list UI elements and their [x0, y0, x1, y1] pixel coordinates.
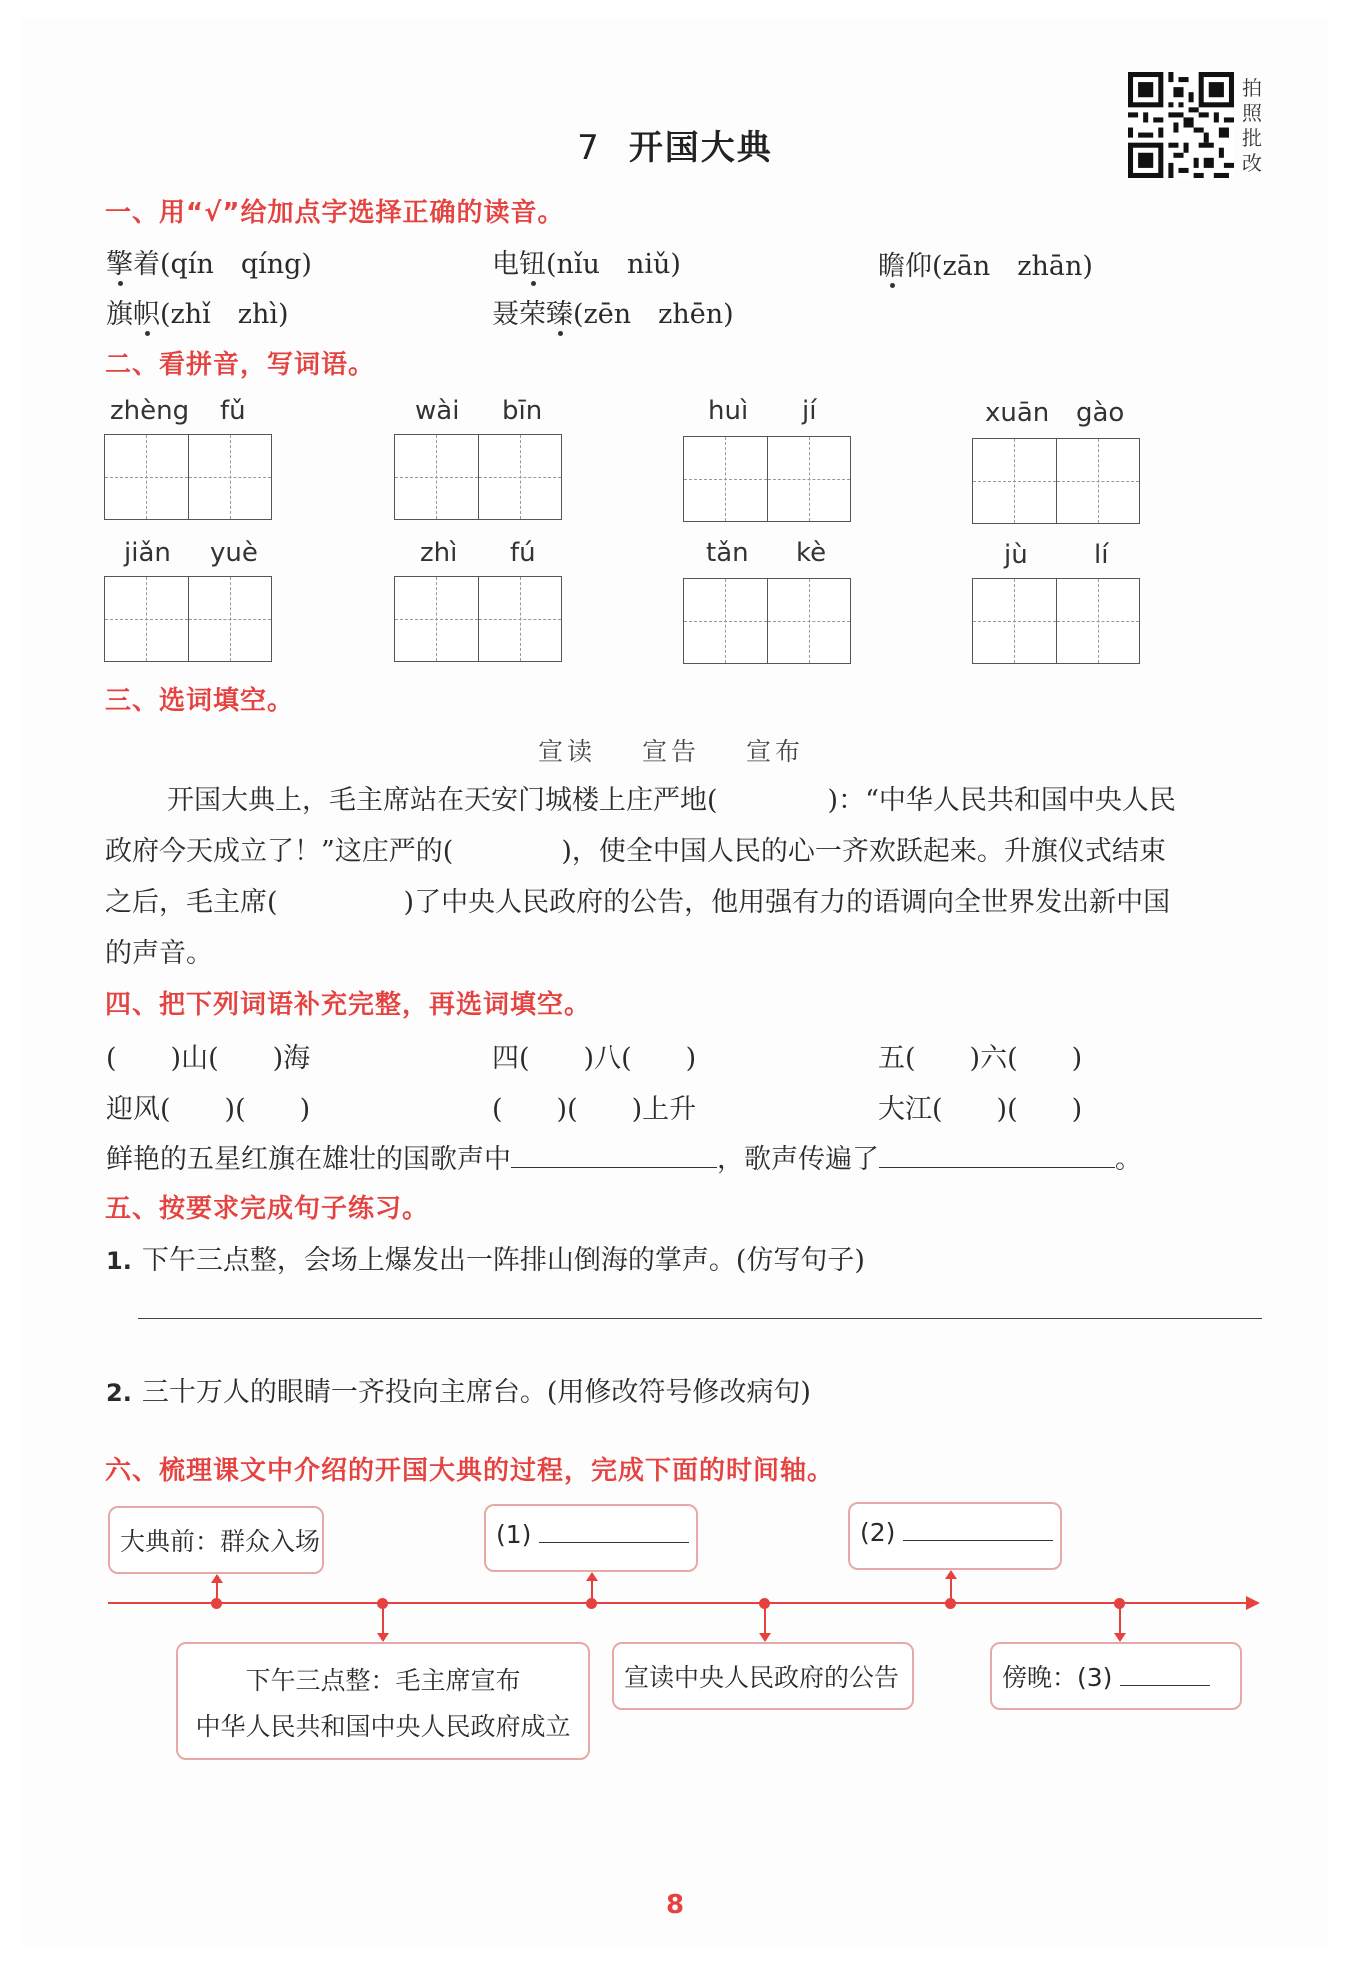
- item-options: (nǐu niǔ): [546, 249, 681, 280]
- qr-caption-char: 批: [1242, 126, 1262, 150]
- idiom-fill[interactable]: 五( )六( ): [878, 1043, 1083, 1074]
- writing-grid[interactable]: [683, 436, 851, 522]
- item-options: 仰(zān zhān): [905, 251, 1093, 282]
- item-options: (zēn zhēn): [573, 299, 734, 330]
- item-options: 着(qín qíng): [133, 249, 312, 280]
- pinyin-6a: zhì: [420, 538, 458, 568]
- dotted-char: 擎: [106, 249, 133, 280]
- timeline-blank-1[interactable]: [539, 1542, 689, 1543]
- timeline-box-before: [108, 1506, 324, 1574]
- pronunciation-item[interactable]: [106, 292, 289, 331]
- paragraph-text: 的声音。: [105, 938, 213, 969]
- paragraph-text: )，使全中国人民的心一齐欢跃起来。升旗仪式结束: [561, 836, 1166, 867]
- timeline-label: (2): [860, 1518, 896, 1547]
- sentence-text: ，歌声传遍了: [717, 1144, 879, 1175]
- section4-heading: 四、把下列词语补充完整，再选词填空。: [105, 990, 592, 1020]
- pinyin-1a: zhèng: [110, 396, 190, 426]
- section2-heading: 二、看拼音，写词语。: [105, 350, 376, 380]
- task-text: 下午三点整，会场上爆发出一阵排山倒海的掌声。(仿写句子): [141, 1245, 865, 1276]
- fill-in-paragraph: [105, 775, 1265, 979]
- qr-code-icon[interactable]: [1128, 72, 1234, 178]
- sentence-blank-2[interactable]: [879, 1167, 1115, 1168]
- section3-heading: 三、选词填空。: [105, 686, 295, 716]
- qr-caption: [1242, 76, 1268, 176]
- sentence-text: 鲜艳的五星红旗在雄壮的国歌声中: [106, 1144, 511, 1175]
- timeline-label: (1): [496, 1520, 532, 1549]
- timeline-arrow-head: [1246, 1596, 1260, 1610]
- sentence-blank-1[interactable]: [511, 1167, 717, 1168]
- sentence-task-2: [106, 1370, 811, 1409]
- qr-caption-char: 改: [1242, 151, 1262, 175]
- connector-arrow: [764, 1606, 766, 1636]
- writing-grid[interactable]: [104, 434, 272, 520]
- writing-grid[interactable]: [104, 576, 272, 662]
- idiom-fill[interactable]: 迎风( )( ): [106, 1094, 311, 1125]
- pinyin-7b: kè: [796, 538, 827, 568]
- answer-line[interactable]: [138, 1318, 1262, 1319]
- lesson-number: 7: [577, 128, 601, 168]
- idiom-fill[interactable]: 大江( )( ): [878, 1094, 1083, 1125]
- pronunciation-item[interactable]: [878, 244, 1093, 283]
- word-bank: [538, 732, 850, 768]
- paragraph-text: 政府今天成立了！”这庄严的(: [105, 836, 454, 867]
- task-text: 三十万人的眼睛一齐投向主席台。(用修改符号修改病句): [141, 1377, 811, 1408]
- connector-arrow: [591, 1578, 593, 1600]
- word-option: 宣告: [642, 737, 701, 766]
- page-number: 8: [665, 1890, 685, 1920]
- word-option: 宣布: [746, 737, 805, 766]
- pinyin-4b: gào: [1076, 398, 1125, 428]
- pinyin-7a: tǎn: [706, 538, 749, 568]
- qr-caption-char: 照: [1242, 101, 1262, 125]
- timeline-axis: [108, 1602, 1256, 1604]
- timeline-text: 宣读中央人民政府的公告: [624, 1663, 900, 1692]
- connector-arrow: [216, 1580, 218, 1600]
- timeline-box-1[interactable]: [484, 1504, 698, 1572]
- item-text: 旗: [106, 299, 133, 330]
- item-text: 电: [492, 249, 519, 280]
- connector-arrow: [950, 1576, 952, 1600]
- timeline-box-announcement: [612, 1642, 914, 1710]
- pronunciation-item[interactable]: [492, 242, 681, 281]
- item-options: (zhǐ zhì): [160, 299, 289, 330]
- timeline-text: 中华人民共和国中央人民政府成立: [195, 1712, 571, 1741]
- idiom-fill[interactable]: ( )山( )海: [106, 1043, 311, 1074]
- writing-grid[interactable]: [394, 434, 562, 520]
- paragraph-text: )了中央人民政府的公告，他用强有力的语调向全世界发出新中国: [403, 887, 1171, 918]
- connector-arrow: [382, 1606, 384, 1636]
- idiom-fill[interactable]: 四( )八( ): [492, 1043, 697, 1074]
- timeline-label: 傍晚：(3): [1002, 1663, 1113, 1692]
- writing-grid[interactable]: [972, 438, 1140, 524]
- connector-arrow: [1119, 1606, 1121, 1636]
- sentence-task-1: [106, 1238, 865, 1277]
- paragraph-text: )：“中华人民共和国中央人民: [827, 785, 1176, 816]
- idiom-sentence: [106, 1137, 1142, 1176]
- writing-grid[interactable]: [972, 578, 1140, 664]
- dotted-char: 帜: [133, 299, 160, 330]
- paragraph-text: 开国大典上，毛主席站在天安门城楼上庄严地(: [167, 785, 718, 816]
- writing-grid[interactable]: [683, 578, 851, 664]
- qr-caption-char: 拍: [1242, 76, 1262, 100]
- section5-heading: 五、按要求完成句子练习。: [105, 1194, 430, 1224]
- idiom-fill[interactable]: ( )( )上升: [492, 1094, 697, 1125]
- timeline-box-evening[interactable]: [990, 1642, 1242, 1710]
- pinyin-2a: wài: [415, 396, 460, 426]
- task-number: 1.: [106, 1247, 132, 1275]
- timeline-box-2[interactable]: [848, 1502, 1062, 1570]
- pinyin-4a: xuān: [985, 398, 1050, 428]
- timeline-blank-2[interactable]: [903, 1540, 1053, 1541]
- pinyin-6b: fú: [510, 538, 536, 568]
- writing-grid[interactable]: [394, 576, 562, 662]
- task-number: 2.: [106, 1379, 132, 1407]
- dotted-char: 钮: [519, 249, 546, 280]
- pronunciation-item[interactable]: [106, 242, 312, 281]
- timeline-box-3pm: [176, 1642, 590, 1760]
- lesson-title: 开国大典: [628, 128, 773, 168]
- timeline-text: 大典前：群众入场: [120, 1527, 321, 1556]
- timeline-blank-3[interactable]: [1120, 1685, 1210, 1686]
- pronunciation-item[interactable]: [492, 292, 734, 331]
- section1-heading: 一、用“√”给加点字选择正确的读音。: [105, 198, 565, 228]
- pinyin-8a: jù: [1004, 540, 1028, 570]
- sentence-text: 。: [1115, 1144, 1142, 1175]
- pinyin-2b: bīn: [502, 396, 543, 426]
- pinyin-5a: jiǎn: [124, 538, 171, 568]
- pinyin-1b: fǔ: [220, 396, 246, 426]
- pinyin-8b: lí: [1094, 540, 1109, 570]
- pinyin-3a: huì: [708, 396, 749, 426]
- section6-heading: 六、梳理课文中介绍的开国大典的过程，完成下面的时间轴。: [105, 1456, 835, 1486]
- pinyin-3b: jí: [802, 396, 817, 426]
- item-text: 聂荣: [492, 299, 546, 330]
- dotted-char: 瞻: [878, 251, 905, 282]
- dotted-char: 臻: [546, 299, 573, 330]
- timeline-text: 下午三点整：毛主席宣布: [245, 1666, 521, 1695]
- word-option: 宣读: [538, 737, 597, 766]
- paragraph-text: 之后，毛主席(: [105, 887, 278, 918]
- pinyin-5b: yuè: [210, 538, 258, 568]
